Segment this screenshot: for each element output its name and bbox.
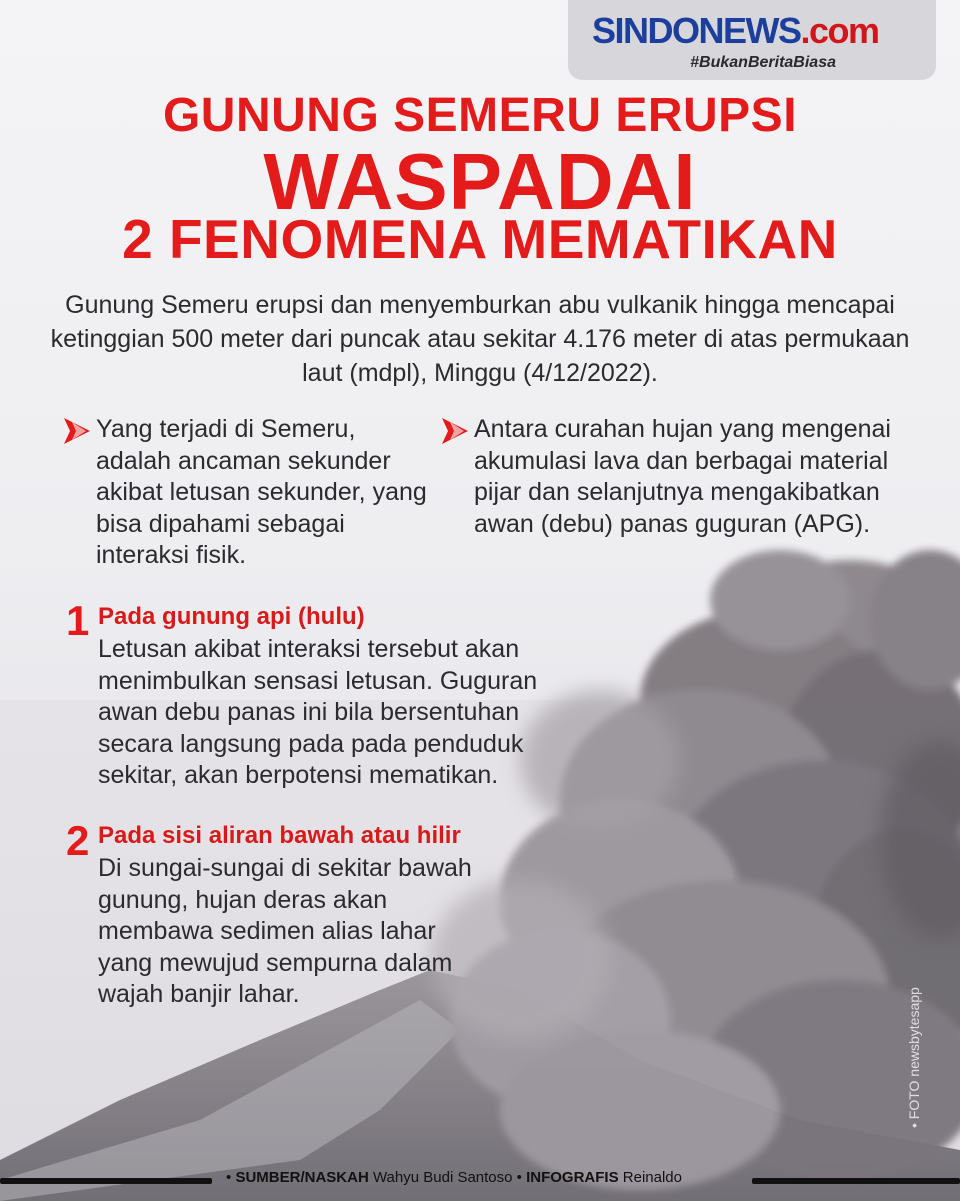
section-body-2: Di sungai-sungai di sekitar bawah gunung, hujan deras akan membawa sedimen alias lahar yang mewujud sempurna dalam wajah banjir lahar.: [98, 854, 472, 1008]
credit-infographic-label: INFOGRAFIS: [526, 1169, 619, 1186]
credit-rule-left: [0, 1178, 212, 1184]
section-number-1: 1: [66, 597, 90, 644]
credit-bullet: •: [516, 1169, 522, 1186]
chevron-right-icon: [62, 416, 92, 446]
photo-credit: • FOTO newsbytesapp: [906, 987, 922, 1128]
section-number-2: 2: [66, 817, 90, 864]
credits-line: [226, 1169, 682, 1186]
point-right: Antara curahan hujan yang mengenai akumulasi lava dan berbagai material pijar dan selanjutnya mengakibatkan awan (debu) panas guguran (APG).: [474, 415, 891, 538]
sindonews-logo[interactable]: [592, 10, 879, 52]
credit-source-label: SUMBER/NASKAH: [235, 1169, 369, 1186]
point-left: Yang terjadi di Semeru, adalah ancaman sekunder akibat letusan sekunder, yang bisa dipahami sebagai interaksi fisik.: [96, 415, 427, 569]
section-body-1: Letusan akibat interaksi tersebut akan menimbulkan sensasi letusan. Guguran awan debu panas ini bila bersentuhan secara langsung pada pada penduduk sekitar, akan berpotensi mematikan.: [98, 635, 538, 789]
logo-suffix: .com: [800, 10, 879, 51]
credit-source-name: Wahyu Budi Santoso: [372, 1169, 513, 1186]
chevron-right-icon: [440, 416, 470, 446]
credit-rule-right: [752, 1178, 960, 1184]
section-title-2: Pada sisi aliran bawah atau hilir: [98, 822, 461, 849]
brand-logo-panel: [568, 0, 936, 80]
logo-main: SINDONEWS: [592, 10, 801, 51]
credit-infographic-name: Reinaldo: [622, 1169, 682, 1186]
intro-paragraph: Gunung Semeru erupsi dan menyemburkan abu vulkanik hingga mencapai ketinggian 500 meter dari puncak atau sekitar 4.176 meter di atas permukaan laut (mdpl), Minggu (4/12/2022).: [50, 291, 910, 387]
headline-line-3: 2 FENOMENA MEMATIKAN: [122, 208, 838, 270]
brand-hashtag: #BukanBeritaBiasa: [690, 54, 836, 71]
section-title-1: Pada gunung api (hulu): [98, 603, 365, 630]
headline-line-1: GUNUNG SEMERU ERUPSI: [162, 89, 798, 142]
headline-line-2: WASPADAI: [263, 137, 697, 226]
credit-bullet: •: [226, 1169, 232, 1186]
